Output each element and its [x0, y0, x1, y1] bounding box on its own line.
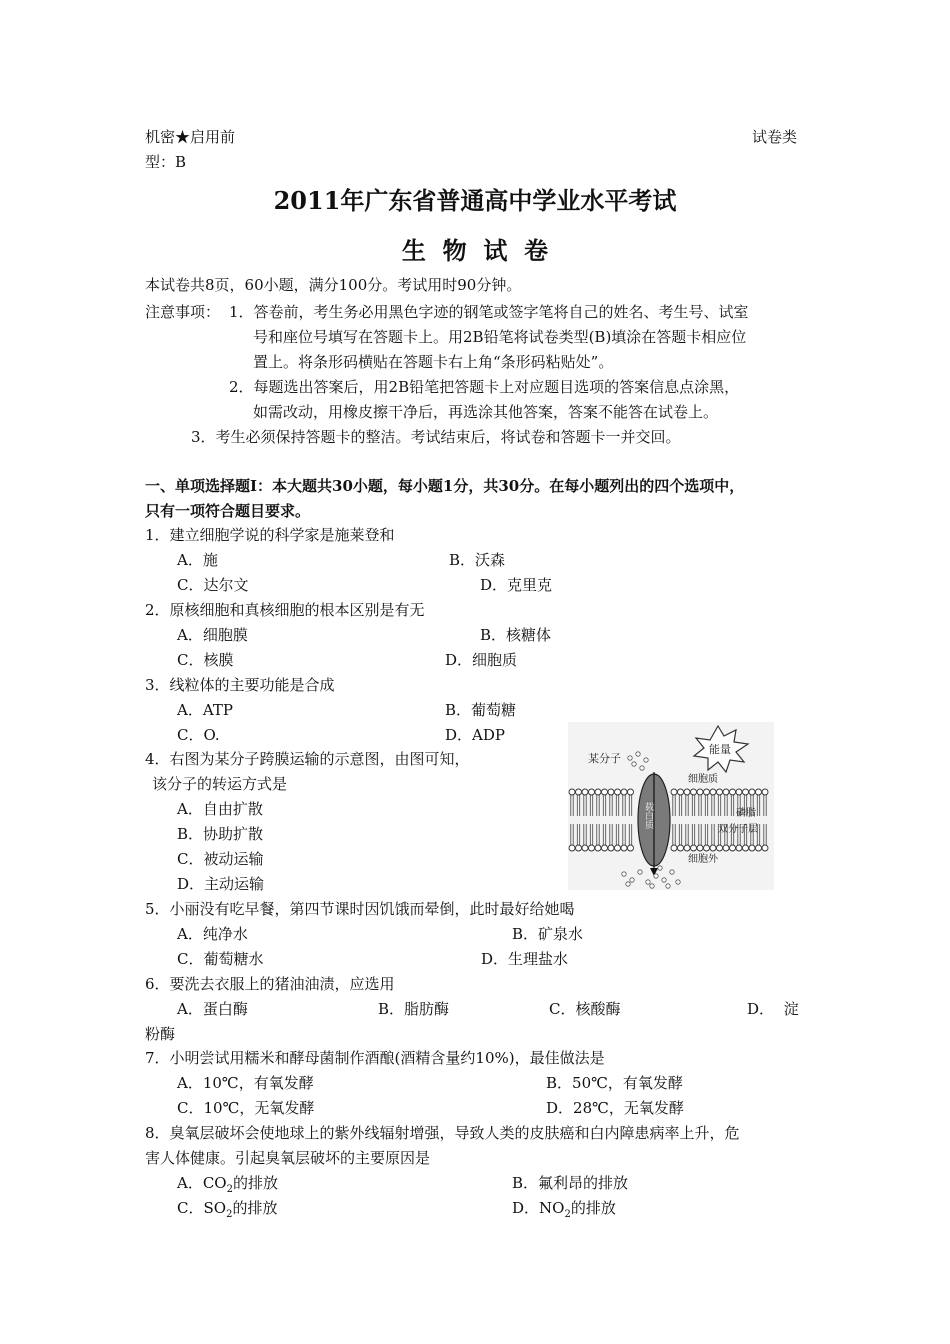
q7-stem: 7．小明尝试用糯米和酵母菌制作酒酿(酒精含量约10%)，最佳做法是 [145, 1049, 605, 1067]
phospholipid-head [569, 789, 575, 795]
phospholipid-head [691, 789, 697, 795]
phospholipid-head [621, 845, 627, 851]
q8-option-a: A．$CO_2$的排放 [177, 1174, 278, 1195]
q5-option-c: C．葡萄糖水 [177, 950, 264, 968]
phospholipid-head [582, 845, 588, 851]
section-heading-line-1: 一、单项选择题Ⅰ：本大题共30小题，每小题1分，共30分。在每小题列出的四个选项中， [145, 477, 745, 495]
phospholipid-head [723, 845, 729, 851]
q4-option-a: A．自由扩散 [177, 800, 263, 818]
q4-option-d: D．主动运输 [177, 875, 265, 893]
phospholipid-head [628, 789, 634, 795]
phospholipid-head [678, 789, 684, 795]
phospholipid-head [684, 845, 690, 851]
phospholipid-head [743, 789, 749, 795]
transported-molecule [650, 884, 654, 888]
phospholipid-head [736, 845, 742, 851]
phospholipid-head [717, 789, 723, 795]
label-protein: 载白质 [643, 802, 653, 829]
q5-option-d: D．生理盐水 [481, 950, 569, 968]
transported-molecule [662, 878, 666, 882]
intro-text: 本试卷共8页，60小题，满分100分。考试用时90分钟。 [145, 276, 522, 294]
paper-type-label: 试卷类 [752, 128, 798, 146]
q4-stem-line-1: 4．右图为某分子跨膜运输的示意图，由图可知， [145, 750, 470, 768]
phospholipid-head [730, 789, 736, 795]
phospholipid-head [678, 845, 684, 851]
phospholipid-head [710, 845, 716, 851]
q3-option-c: C．O. [177, 726, 220, 744]
notes-label: 注意事项： [145, 303, 221, 321]
q5-stem: 5．小丽没有吃早餐，第四节课时因饥饿而晕倒，此时最好给她喝 [145, 900, 575, 918]
exam-title: 2011年广东省普通高中学业水平考试 [273, 186, 677, 215]
label-outside: 细胞外 [688, 854, 718, 865]
q7-option-c: C．10℃，无氧发酵 [177, 1099, 315, 1117]
label-phospholipid: 磷脂 [736, 808, 756, 819]
note-3: 3．考生必须保持答题卡的整洁。考试结束后，将试卷和答题卡一并交回。 [191, 428, 681, 446]
phospholipid-head [710, 789, 716, 795]
q1-option-b: B．沃森 [449, 551, 506, 569]
q3-option-a: A．ATP [177, 701, 233, 719]
phospholipid-head [589, 845, 595, 851]
phospholipid-head [762, 789, 768, 795]
phospholipid-head [608, 845, 614, 851]
q8-option-c: C．$SO_2$的排放 [177, 1199, 278, 1220]
phospholipid-head [749, 789, 755, 795]
note-2-line-1: 2．每题选出答案后，用2B铅笔把答题卡上对应题目选项的答案信息点涂黑， [229, 378, 740, 396]
phospholipid-head [602, 845, 608, 851]
q6-option-b: B．脂肪酶 [378, 1000, 450, 1018]
transported-molecule [670, 870, 674, 874]
phospholipid-head [595, 845, 601, 851]
phospholipid-head [762, 845, 768, 851]
phospholipid-head [697, 789, 703, 795]
phospholipid-head [671, 789, 677, 795]
q7-option-b: B．50℃，有氧发酵 [546, 1074, 683, 1092]
phospholipid-head [589, 789, 595, 795]
q5-option-b: B．矿泉水 [512, 925, 584, 943]
q8-stem-line-1: 8．臭氧层破坏会使地球上的紫外线辐射增强，导致人类的皮肤癌和白内障患病率上升，危 [145, 1124, 740, 1142]
phospholipid-head [582, 789, 588, 795]
phospholipid-head [736, 789, 742, 795]
q1-stem: 1．建立细胞学说的科学家是施莱登和 [145, 526, 395, 544]
phospholipid-head [602, 789, 608, 795]
phospholipid-head [743, 845, 749, 851]
phospholipid-head [704, 845, 710, 851]
phospholipid-head [671, 845, 677, 851]
phospholipid-head [608, 789, 614, 795]
q4-option-c: C．被动运输 [177, 850, 264, 868]
q2-stem: 2．原核细胞和真核细胞的根本区别是有无 [145, 601, 425, 619]
exam-subtitle: 生 物 试 卷 [401, 236, 549, 265]
phospholipid-head [615, 845, 621, 851]
phospholipid-head [697, 845, 703, 851]
transported-molecule [658, 866, 662, 870]
q1-option-a: A．施 [177, 551, 218, 569]
note-1-line-3: 置上。将条形码横贴在答题卡右上角“条形码粘贴处”。 [253, 353, 614, 371]
transported-molecule [638, 870, 642, 874]
section-heading-line-2: 只有一项符合题目要求。 [145, 502, 311, 520]
q2-option-c: C．核膜 [177, 651, 234, 669]
q4-option-b: B．协助扩散 [177, 825, 264, 843]
phospholipid-head [723, 789, 729, 795]
note-2-line-2: 如需改动，用橡皮擦干净后，再选涂其他答案，答案不能答在试卷上。 [253, 403, 719, 421]
phospholipid-head [576, 845, 582, 851]
q6-option-d-continued: 粉酶 [145, 1025, 176, 1043]
q3-stem: 3．线粒体的主要功能是合成 [145, 676, 335, 694]
phospholipid-head [691, 845, 697, 851]
phospholipid-head [576, 789, 582, 795]
label-bilayer: 双分子层 [718, 824, 758, 835]
membrane-transport-figure [568, 722, 774, 890]
phospholipid-head [569, 845, 575, 851]
phospholipid-head [615, 789, 621, 795]
q6-option-d: D． 淀 [747, 1000, 799, 1018]
q2-option-b: B．核糖体 [480, 626, 552, 644]
q7-option-a: A．10℃，有氧发酵 [177, 1074, 314, 1092]
phospholipid-head [756, 789, 762, 795]
note-1-line-2: 号和座位号填写在答题卡上。用2B铅笔将试卷类型(B)填涂在答题卡相应位 [253, 328, 747, 346]
label-cytoplasm: 细胞质 [688, 774, 718, 785]
q2-option-a: A．细胞膜 [177, 626, 248, 644]
phospholipid-head [749, 845, 755, 851]
q8-option-d: D．$NO_2$的排放 [512, 1199, 616, 1220]
label-energy: 能量 [709, 743, 731, 756]
phospholipid-head [756, 845, 762, 851]
transported-molecule [646, 880, 650, 884]
q5-option-a: A．纯净水 [177, 925, 248, 943]
transported-molecule [632, 762, 636, 766]
q3-option-d: D．ADP [445, 726, 505, 744]
phospholipid-head [628, 845, 634, 851]
phospholipid-head [684, 789, 690, 795]
q6-option-a: A．蛋白酶 [177, 1000, 248, 1018]
transported-molecule [676, 880, 680, 884]
phospholipid-head [621, 789, 627, 795]
transported-molecule [644, 758, 648, 762]
q6-stem: 6．要洗去衣服上的猪油油渍，应选用 [145, 975, 395, 993]
label-molecule: 某分子 [588, 752, 621, 765]
q1-option-d: D．克里克 [480, 576, 553, 594]
transported-molecule [628, 756, 632, 760]
transported-molecule [636, 752, 640, 756]
q4-stem-line-2: 该分子的转运方式是 [152, 775, 288, 793]
q1-option-c: C．达尔文 [177, 576, 249, 594]
q8-option-b: B．氟利昂的排放 [512, 1174, 629, 1192]
phospholipid-head [717, 845, 723, 851]
transported-molecule [630, 878, 634, 882]
transported-molecule [626, 882, 630, 886]
transported-molecule [640, 766, 644, 770]
phospholipid-head [730, 845, 736, 851]
q6-option-c: C．核酸酶 [549, 1000, 621, 1018]
phospholipid-head [595, 789, 601, 795]
confidential-mark: 机密★启用前 [145, 128, 236, 146]
transported-molecule [654, 874, 658, 878]
q8-stem-line-2: 害人体健康。引起臭氧层破坏的主要原因是 [145, 1149, 431, 1167]
q3-option-b: B．葡萄糖 [445, 701, 517, 719]
transported-molecule [622, 872, 626, 876]
q7-option-d: D．28℃，无氧发酵 [546, 1099, 684, 1117]
q2-option-d: D．细胞质 [445, 651, 518, 669]
note-1-line-1: 1．答卷前，考生务必用黑色字迹的钢笔或签字笔将自己的姓名、考生号、试室 [229, 303, 749, 321]
phospholipid-head [704, 789, 710, 795]
paper-type-value: 型：B [145, 153, 187, 171]
transported-molecule [666, 884, 670, 888]
